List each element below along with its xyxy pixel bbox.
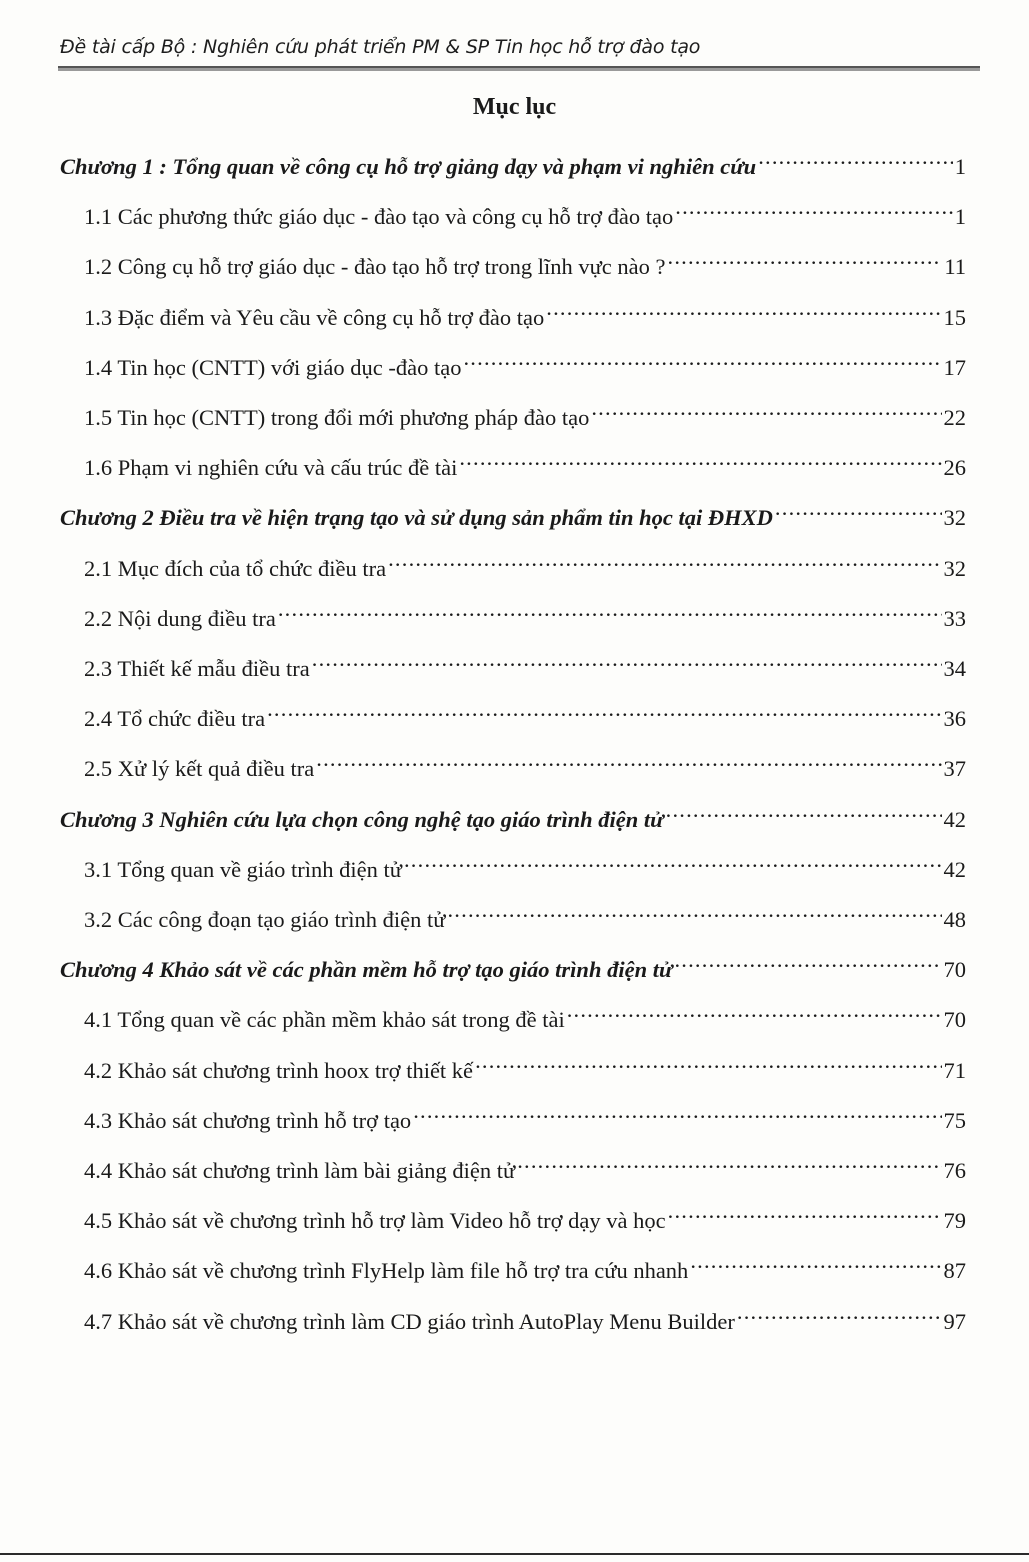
dot-leader	[447, 897, 941, 927]
toc-entry-label: Chương 4 Khảo sát về các phần mềm hỗ trợ tạo giáo trình điện tử	[60, 957, 673, 982]
toc-section-entry	[84, 445, 966, 480]
toc-page-number: 1	[954, 204, 966, 229]
toc-section-entry	[84, 746, 966, 781]
toc-entry-label: Chương 3 Nghiên cứu lựa chọn công nghệ tạo giáo trình điện tử	[60, 807, 664, 832]
toc-entry-label: 3.2 Các công đoạn tạo giáo trình điện tử	[84, 907, 446, 932]
toc-page-number: 79	[943, 1208, 966, 1233]
toc-section-entry	[84, 244, 966, 279]
toc-page-number: 36	[943, 706, 966, 731]
dot-leader	[517, 1148, 941, 1178]
toc-section-entry	[84, 1198, 966, 1233]
toc-entry-label: 3.1 Tổng quan về giáo trình điện tử	[84, 857, 402, 882]
toc-entry-label: 4.5 Khảo sát về chương trình hỗ trợ làm Video hỗ trợ dạy và học	[84, 1208, 666, 1233]
dot-leader	[278, 596, 942, 626]
toc-page-number: 17	[943, 355, 966, 380]
dot-leader	[459, 445, 941, 475]
dot-leader	[668, 244, 943, 274]
toc-section-entry	[84, 997, 966, 1032]
toc-chapter-entry	[60, 144, 966, 179]
toc-page-number: 42	[943, 857, 966, 882]
dot-leader	[775, 495, 942, 525]
dot-leader	[388, 546, 941, 576]
toc-page-number: 97	[943, 1309, 966, 1334]
toc-section-entry	[84, 295, 966, 330]
toc-page-number: 48	[943, 907, 966, 932]
toc-section-entry	[84, 696, 966, 731]
dot-leader	[591, 395, 941, 425]
toc-page-number: 1	[954, 154, 966, 179]
toc-page-number: 71	[943, 1058, 966, 1083]
toc-section-entry	[84, 646, 966, 681]
dot-leader	[413, 1098, 941, 1128]
toc-section-entry	[84, 395, 966, 430]
toc-page-number: 15	[943, 305, 966, 330]
toc-entry-label: Chương 1 : Tổng quan về công cụ hỗ trợ giảng dạy và phạm vi nghiên cứu	[60, 154, 757, 179]
toc-entry-label: 4.7 Khảo sát về chương trình làm CD giáo trình AutoPlay Menu Builder	[84, 1309, 735, 1334]
toc-entry-label: 2.3 Thiết kế mẫu điều tra	[84, 656, 310, 681]
toc-page-number: 26	[943, 455, 966, 480]
toc-entry-label: 2.5 Xử lý kết quả điều tra	[84, 756, 315, 781]
toc-entry-label: 4.6 Khảo sát về chương trình FlyHelp làm file hỗ trợ tra cứu nhanh	[84, 1258, 689, 1283]
dot-leader	[758, 144, 953, 174]
toc-chapter-entry	[60, 947, 966, 982]
toc-section-entry	[84, 1299, 966, 1334]
toc-chapter-entry	[60, 797, 966, 832]
dot-leader	[668, 1198, 942, 1228]
toc-page-number: 75	[943, 1108, 966, 1133]
toc-page-number: 70	[943, 1007, 966, 1032]
toc-page-number: 33	[943, 606, 966, 631]
toc-title: Mục lục	[472, 94, 557, 120]
toc-entry-label: 1.1 Các phương thức giáo dục - đào tạo và công cụ hỗ trợ đào tạo	[84, 204, 674, 229]
toc-entry-label: 1.5 Tin học (CNTT) trong đổi mới phương pháp đào tạo	[84, 405, 590, 430]
dot-leader	[666, 797, 942, 827]
toc-entry-label: 4.1 Tổng quan về các phần mềm khảo sát trong đề tài	[84, 1007, 565, 1032]
toc-entry-label: 4.2 Khảo sát chương trình hoox trợ thiết kế	[84, 1058, 474, 1083]
dot-leader	[567, 997, 942, 1027]
toc-page-number: 22	[943, 405, 966, 430]
dot-leader	[546, 295, 941, 325]
toc-page-number: 11	[944, 254, 966, 279]
toc-entry-label: 1.3 Đặc điểm và Yêu cầu về công cụ hỗ trợ đào tạo	[84, 305, 545, 330]
running-header: Đề tài cấp Bộ : Nghiên cứu phát triển PM & SP Tin học hỗ trợ đào tạo	[60, 36, 701, 58]
toc-entry-label: Chương 2 Điều tra về hiện trạng tạo và sử dụng sản phẩm tin học tại ĐHXD	[60, 505, 773, 530]
bottom-rule	[0, 1553, 1029, 1555]
toc-page-number: 32	[943, 556, 966, 581]
toc-section-entry	[84, 1248, 966, 1283]
toc-section-entry	[84, 897, 966, 932]
toc-page-number: 76	[943, 1158, 966, 1183]
dot-leader	[312, 646, 942, 676]
dot-leader	[267, 696, 941, 726]
toc-entry-label: 2.1 Mục đích của tổ chức điều tra	[84, 556, 387, 581]
toc-entry-label: 4.3 Khảo sát chương trình hỗ trợ tạo	[84, 1108, 412, 1133]
toc-section-entry	[84, 546, 966, 581]
toc-page-number: 37	[943, 756, 966, 781]
toc-entry-label: 1.2 Công cụ hỗ trợ giáo dục - đào tạo hỗ trợ trong lĩnh vực nào ?	[84, 254, 666, 279]
toc-section-entry	[84, 847, 966, 882]
toc-page-number: 34	[943, 656, 966, 681]
toc-entry-label: 4.4 Khảo sát chương trình làm bài giảng điện tử	[84, 1158, 516, 1183]
dot-leader	[737, 1299, 942, 1329]
toc-page-number: 70	[943, 957, 966, 982]
dot-leader	[316, 746, 941, 776]
toc-section-entry	[84, 194, 966, 229]
dot-leader	[475, 1048, 941, 1078]
toc-entry-label: 2.2 Nội dung điều tra	[84, 606, 276, 631]
dot-leader	[404, 847, 942, 877]
toc-section-entry	[84, 1098, 966, 1133]
toc-chapter-entry	[60, 495, 966, 530]
dot-leader	[674, 947, 941, 977]
toc-page-number: 87	[943, 1258, 966, 1283]
toc-section-entry	[84, 345, 966, 380]
dot-leader	[463, 345, 941, 375]
toc-section-entry	[84, 596, 966, 631]
toc-section-entry	[84, 1148, 966, 1183]
toc-entry-label: 1.6 Phạm vi nghiên cứu và cấu trúc đề tài	[84, 455, 458, 480]
toc-page-number: 32	[943, 505, 966, 530]
toc-entry-label: 1.4 Tin học (CNTT) với giáo dục -đào tạo	[84, 355, 462, 380]
toc-page-number: 42	[943, 807, 966, 832]
toc-entry-label: 2.4 Tổ chức điều tra	[84, 706, 266, 731]
dot-leader	[690, 1248, 941, 1278]
toc-section-entry	[84, 1048, 966, 1083]
dot-leader	[675, 194, 952, 224]
